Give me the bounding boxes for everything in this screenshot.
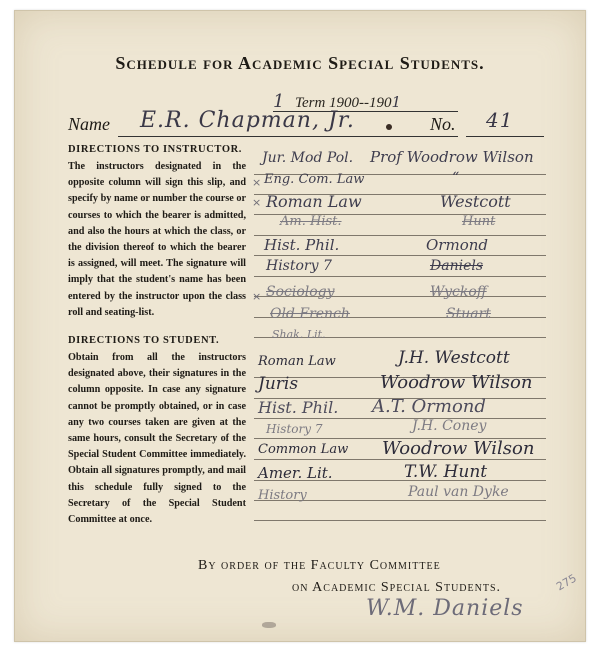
footer-line-2: on Academic Special Students. (292, 580, 502, 595)
directions-column (68, 144, 246, 528)
instructor-signature: J.H. Coney (412, 418, 487, 434)
term-tick-mark: 1 (273, 91, 285, 112)
corner-mark: 275 (554, 571, 579, 594)
signature-course: Roman Law (258, 354, 336, 369)
instructor-entry: “ (452, 170, 460, 186)
instructor-heading: DIRECTIONS TO INSTRUCTOR. (68, 144, 243, 155)
course-entry: Jur. Mod Pol. (262, 150, 354, 166)
grid-rule (254, 255, 546, 256)
check-mark: × (252, 290, 262, 303)
instructor-text: The instructors designated in the opposite column will sign this slip, and specify by name or number the course or courses to which the bearer is admitted, and also the hours at which the class, or the division thereof to which the bearer is assigned, will meet. The signature will imply that the student's name has been entered by the instructor upon the class roll and seating-list. (68, 161, 246, 318)
check-mark: × (252, 176, 262, 189)
instructor-entry-struck: Stuart (446, 306, 491, 322)
student-text: Obtain from all the instructors designated above, their signatures in the column opposite. In case any signature cannot be promptly obtained, or in case any two courses taken are given at the same hours, consult the Secretary of the Special Student Committee immediately. Obtain all signatures promptly, and mail this schedule fully signed to the Secretary of the Special Student Committee at once. (68, 352, 246, 526)
course-entry-struck: Old French (270, 306, 350, 322)
grid-rule (254, 276, 546, 277)
instructor-signature: Woodrow Wilson (380, 372, 533, 393)
name-value: E.R. Chapman, Jr. (140, 108, 355, 133)
name-underline (118, 136, 458, 137)
instructor-signature: Paul van Dyke (408, 484, 509, 500)
number-underline (466, 136, 544, 137)
page-title: Schedule for Academic Special Students. (115, 53, 485, 73)
ink-dot (386, 124, 392, 130)
course-entry-struck: Am. Hist. (280, 214, 342, 229)
name-label: Name (68, 114, 110, 134)
instructor-signature: A.T. Ormond (372, 396, 486, 417)
course-entry: Hist. Phil. (264, 236, 340, 254)
number-value: 41 (486, 108, 514, 132)
signature-course: Juris (258, 374, 299, 394)
instructor-signature: J.H. Westcott (398, 348, 510, 368)
name-line (68, 110, 548, 140)
signature-course: Hist. Phil. (258, 398, 339, 417)
term-year-suffix: 1 (391, 93, 402, 111)
course-entry: Shak. Lit. (272, 328, 326, 341)
term-label-text: Term 1900--190 (295, 95, 392, 111)
footer-line-1: By order of the Faculty Committee (198, 558, 441, 573)
number-label: No. (430, 114, 456, 134)
instructor-entry-struck: Daniels (430, 258, 484, 274)
grid-rule (254, 418, 546, 419)
course-entry: Eng. Com. Law (264, 172, 365, 187)
instructor-entry: Westcott (440, 192, 511, 211)
signature-course: Common Law (258, 442, 349, 457)
instructor-entry: Prof Woodrow Wilson (370, 148, 534, 166)
instructor-entry-struck: Hunt (462, 214, 496, 229)
signature-course: Amer. Lit. (258, 464, 333, 482)
instructor-entry: Ormond (426, 236, 488, 254)
instructor-entry-struck: Wyckoff (430, 284, 487, 300)
ink-smudge (262, 622, 276, 628)
course-entry: Roman Law (266, 192, 362, 211)
student-heading: DIRECTIONS TO STUDENT. (68, 335, 220, 347)
instructor-signature: Woodrow Wilson (382, 438, 535, 459)
grid-rule (254, 520, 546, 521)
course-entry: History 7 (266, 258, 332, 274)
course-entry-struck: Sociology (266, 284, 335, 300)
signature-course: History (258, 488, 307, 503)
check-mark: × (252, 196, 262, 209)
grid-rule (254, 459, 546, 460)
instructor-signature: T.W. Hunt (404, 462, 488, 482)
signature-course: History 7 (266, 422, 323, 436)
committee-signature: W.M. Daniels (366, 596, 524, 621)
